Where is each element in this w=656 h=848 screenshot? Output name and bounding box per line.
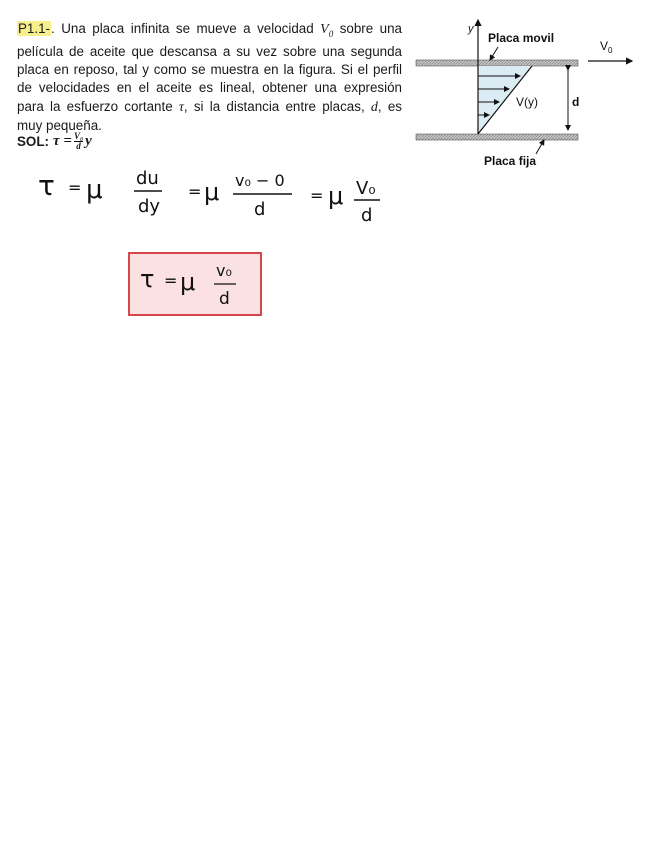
top-plate-label: Placa movil xyxy=(488,31,555,45)
gap-label: d xyxy=(572,95,580,109)
solution-label: SOL: xyxy=(17,134,49,149)
boxed-num: v₀ xyxy=(216,261,232,280)
d-symbol: d xyxy=(370,99,378,115)
hw-equals-2: = xyxy=(188,182,202,201)
hw-equals-1: = xyxy=(68,178,82,197)
profile-label: V(y) xyxy=(516,95,538,109)
problem-id: P1.1- xyxy=(18,21,51,36)
hw-den-2: d xyxy=(254,199,266,220)
problem-statement xyxy=(17,20,402,135)
solution-line xyxy=(17,132,92,151)
boxed-mu: μ xyxy=(180,268,196,296)
handwritten-derivation xyxy=(30,160,410,230)
bottom-plate-label: Placa fija xyxy=(484,154,537,168)
solution-rhs: y xyxy=(85,133,92,149)
top-plate-pointer xyxy=(490,47,498,60)
boxed-result-formula xyxy=(130,254,260,314)
solution-fraction xyxy=(74,132,83,151)
hw-mu-3: μ xyxy=(328,182,344,210)
top-plate xyxy=(416,60,578,66)
tau-symbol: τ xyxy=(178,99,184,115)
problem-text-1: . Una placa infinita se mueve a velocidad xyxy=(51,21,321,36)
hw-equals-3: = xyxy=(310,186,324,205)
hw-mu-1: μ xyxy=(86,175,103,205)
solution-denominator: d xyxy=(76,141,81,151)
bottom-plate-pointer xyxy=(536,140,544,154)
hw-mu-2: μ xyxy=(204,178,220,206)
y-axis-label: y xyxy=(468,23,474,35)
solution-formula xyxy=(53,132,92,151)
problem-text-3: , si la distancia entre placas, xyxy=(183,98,371,114)
boxed-equals: = xyxy=(164,271,178,290)
hw-num-2: v₀ − 0 xyxy=(235,171,285,190)
boxed-den: d xyxy=(219,289,230,309)
solution-lhs: τ = xyxy=(53,133,72,149)
hw-num-3: V₀ xyxy=(356,178,376,199)
solution-numerator: V₀ xyxy=(73,131,84,141)
boxed-result xyxy=(128,252,262,316)
velocity-label: $V_0$ xyxy=(600,39,613,55)
hw-du: du xyxy=(136,168,159,189)
boxed-tau: τ xyxy=(140,265,155,293)
v0-symbol: $V_0$ xyxy=(320,22,334,39)
problem-text-2: sobre una película de aceite que descansa a su vez sobre una segunda placa en reposo, tal y como se muestra en la figura. Si el perfil de velocidades en el aceite es lineal, obtener una expresión para la esfuerzo cortante xyxy=(17,21,402,114)
bottom-plate xyxy=(416,134,578,140)
hw-tau: τ xyxy=(38,169,55,202)
hw-dy: dy xyxy=(138,196,161,217)
problem-text-4: , es muy pequeña. xyxy=(17,98,402,133)
plate-figure xyxy=(410,14,650,184)
hw-den-3: d xyxy=(361,205,373,226)
